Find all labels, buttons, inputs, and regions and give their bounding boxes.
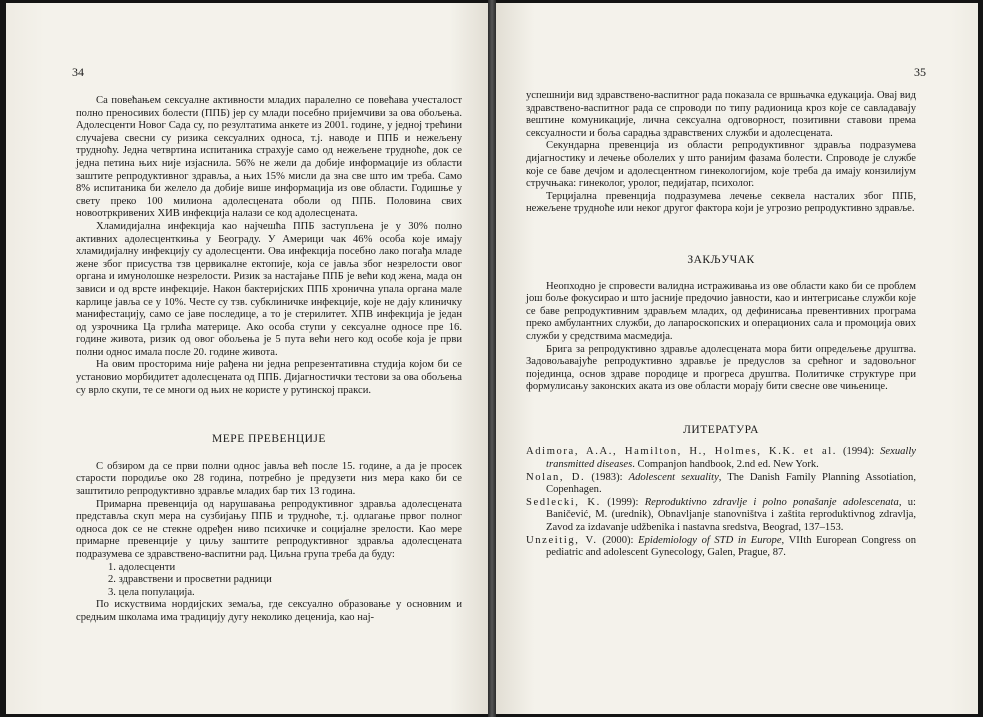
paragraph: Терцијална превенција подразумева лечење секвела насталих због ППБ, нежељене трудноће или неког другог фактора који је угрозио репродуктивно здравље. — [526, 190, 916, 215]
paragraph: На овим просторима није рађена ни једна репрезентативна студија којом би се установио морбидитет адолесцената од ППБ. Дијагностички тестови за ова обољења су врло скупи, те се многи од њих не користе у рутинској пракси. — [76, 359, 462, 396]
list-item: 3. цела популација. — [108, 586, 195, 598]
section-spacer — [526, 267, 916, 281]
right-page-text — [526, 90, 916, 560]
paragraph: Са повећањем сексуалне активности младих паралелно се повећава учесталост полно преносивих болести (ППБ) јер су млади посебно пријемчиви за ова обољења. Адолесценти Новог Сада су, по резултатима анкете из 2001. године, у једној трећини случајева свесни су ризика сексуалних односа, т.ј. наводе и ППБ и нежељену трудноћу. Једна четвртина испитаника страхује само од нежељене трудноће, док се једна петина њих није изјаснила. 56% не жели да добије информације из области заштите репродуктивног здравља, а њих 15% мисли да зна све што им треба. Само 8% испитаника би желело да добије више информација из ове области. Годишње у свету преко 100 милиона адолесцената оболи од ППБ. Половина свих новоотркривених ХИВ инфекција налази се код адолесцената. — [76, 95, 462, 220]
reference-author: Unzeitig, V. — [526, 534, 598, 546]
reference-item — [526, 472, 916, 497]
reference-year: (1983): — [585, 471, 629, 483]
reference-item — [526, 446, 916, 471]
page-number: 35 — [914, 65, 926, 79]
paragraph: Хламидијална инфекција као најчешћа ППБ заступљена је у 30% полно активних адолесценткиња у Београду. У Америци чак 46% особа које имају хламидијалну инфекцију су адолесценти. Ова инфекција посебно лако погађа младе жене због присуства тзв цервикалне ектопије, која се јавља због незрелости овог органа и имунолошке незрелости. Ризик за настајање ППБ је већи код жена, мада он зависи и од врсте инфекције. Након бактеријских ППБ хронична упала органа мале карлице јавља се у 10%. Честе су тзв. субклиничке инфекције, које не дају клиничку манифестацију, само се јаве последице, а то је стерилитет. ХПВ инфекција је један од узрочника Ца грлића материце. Ако особа ступи у сексуалне односе пре 16. године живота, ризик од овог обољења је 5 пута већи него код особе која је први полни однос имала после 20. године живота. — [76, 220, 462, 358]
section-heading: ЗАКЉУЧАК — [687, 253, 755, 266]
reference-title: Sexually transmitted diseases — [546, 446, 917, 471]
reference-details: , VIIth European Congress on pediatric and adolescent Gynecology, Galen, Prague, 87. — [546, 534, 917, 559]
list-item: 1. адолесценти — [108, 561, 176, 573]
section-spacer — [76, 397, 462, 433]
section-spacer — [526, 216, 916, 254]
reference-list — [526, 446, 916, 559]
section-spacer — [76, 446, 462, 461]
reference-year: (1999): — [600, 496, 645, 508]
reference-year: (2000): — [597, 534, 639, 546]
paragraph: Неопходно је спровести валидна истраживања из ове области како би се проблем још боље фокусирао и што јасније предочио јавности, као и интегрисање служби које се баве репродуктивним здрављем младих, од дефинисања превентивних програма преко амбулантних служби, до лапароскопских и операционих сала и промоција ових служби у средствима масмедија. — [526, 280, 916, 342]
paragraph: успешнији вид здравствено-васпитног рада показала се вршњачка едукација. Овај вид здравствено-васпитног рада се спроводи по типу радионица кроз које се савладавају вештине комуникације, лична сексуална одговорност, позитивни ставови према сексуалности и боља сарадња здравствених служби и адолесцената. — [526, 90, 916, 139]
paragraph: Примарна превенција од нарушавања репродуктивног здравља адолесцената представља скуп мера на сузбијању ППБ и трудноће, т.ј. одлагање првог полног односа док се не стекне одређен ниво психичке и социјалне зрелости. Као мере примарне превенције у циљу заштите репродуктивног здравља адолесцената подразумева се здравствено-васпитни рад. Циљна група треба да буду: — [76, 498, 462, 560]
reference-details: , The Danish Family Planning Assotiation, Copenhagen. — [546, 471, 916, 496]
reference-author: Sedlecki, K. — [526, 496, 601, 508]
paragraph: По искуствима нордијских земаља, где сексуално образовање у основним и средњим школама има традицију дугу неколико деценија, као нај- — [76, 599, 462, 623]
section-spacer — [526, 436, 916, 446]
reference-title: Reproduktivno zdravlje i polno ponašanje adolescenata — [644, 496, 899, 508]
book-gutter — [488, 0, 496, 717]
reference-item — [526, 535, 916, 560]
reference-year: (1994): — [837, 446, 881, 458]
reference-author: Adimora, A.A., Hamilton, H., Holmes, K.K. et al. — [526, 446, 838, 458]
reference-title: Epidemiology of STD in Europe — [638, 534, 782, 546]
paragraph: Секундарна превенција из области репродуктивног здравља подразумева дијагностику и лечење оболелих у што ранијим фазама болести. Спроводе је службе које се баве дечјом и адолесцентном гинекологијом, које треба да имају конзилијум стручњака: гинеколог, уролог, педијатар, психолог. — [526, 140, 916, 190]
target-group-list — [76, 562, 462, 600]
section-spacer — [526, 394, 916, 424]
page-number: 34 — [72, 65, 84, 79]
section-heading: ЛИТЕРАТУРА — [683, 423, 759, 436]
reference-details: . Companjon handbook, 2.nd ed. New York. — [632, 459, 819, 471]
reference-item — [526, 497, 916, 535]
right-page — [496, 3, 978, 714]
paragraph: С обзиром да се први полни однос јавља већ после 15. године, а да је просек старости породиље око 28 година, потребно је предузети низ мера како би се заштитило репродуктивно здравље младих бар тих 13 година. — [76, 460, 462, 498]
paragraph: Брига за репродуктивно здравље адолесцената мора бити опредељење друштва. Задовољавајуће репродуктивно здравље је предуслов за срећног и задовољног појединца, основ здраве породице и прогреса друштва. Политичке структуре при формулисању законских аката из ове области морају бити свесне ове чињенице. — [526, 343, 916, 393]
left-page — [6, 3, 488, 714]
reference-author: Nolan, D. — [526, 471, 586, 483]
list-item: 2. здравствени и просветни радници — [108, 574, 272, 586]
reference-details: , u: Baničević, M. (urednik), Obnavljanje stanovništva i zaštita reproduktivnog zdravlja, Zavod za izdavanje udžbenika i nastavna sredstva, Beograd, 137–153. — [546, 496, 916, 534]
section-heading: МЕРЕ ПРЕВЕНЦИЈЕ — [212, 433, 326, 446]
reference-title: Adolescent sexuality — [628, 471, 719, 483]
left-page-text — [76, 95, 462, 625]
